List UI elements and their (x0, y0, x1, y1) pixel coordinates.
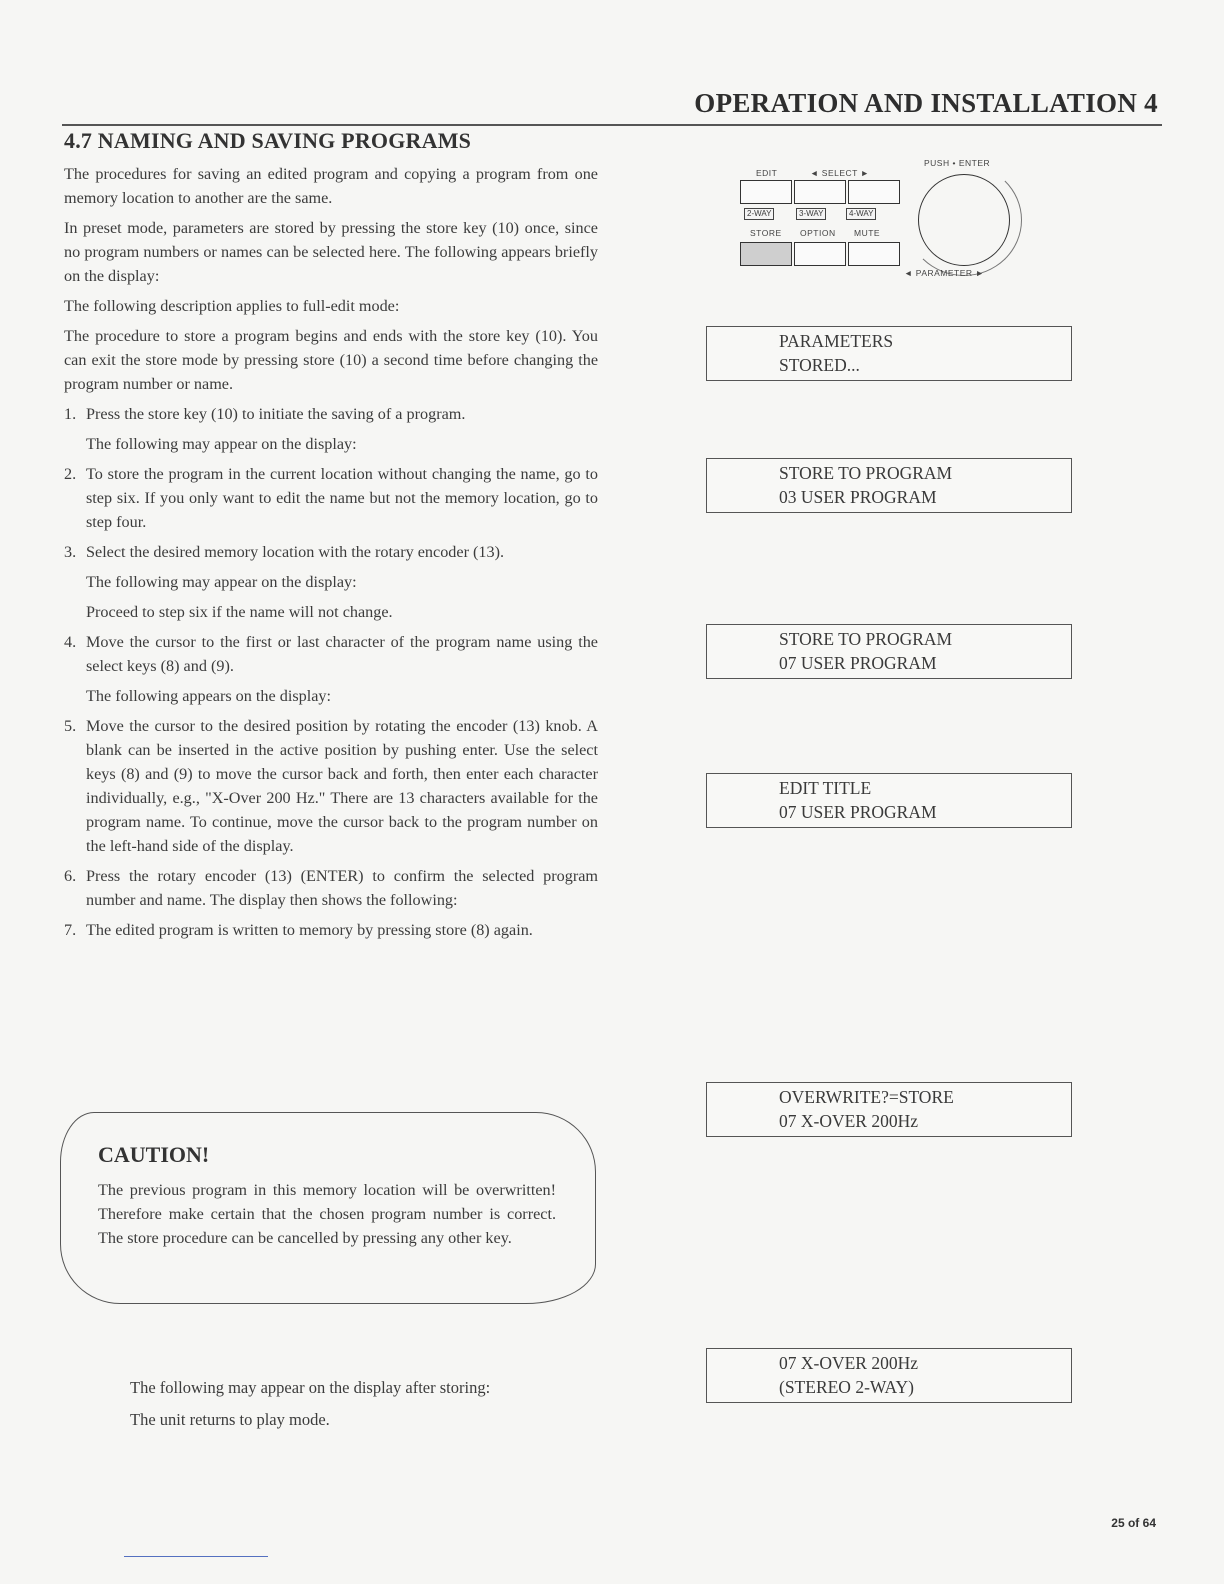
step-number: 2. (64, 465, 77, 483)
step-number: 4. (64, 633, 77, 651)
mute-key[interactable] (848, 242, 900, 266)
select-right-key[interactable] (848, 180, 900, 204)
header-rule (62, 124, 1162, 126)
step-text: Move the cursor to the first or last character of the program name using the select keys (8) and (9). (86, 633, 598, 675)
step-6 (64, 864, 598, 912)
step-number: 7. (64, 921, 77, 939)
lcd-line-2: STORED... (779, 355, 860, 375)
option-label: OPTION (800, 228, 836, 238)
section-title: 4.7 NAMING AND SAVING PROGRAMS (64, 128, 472, 153)
step-note: Proceed to step six if the name will not change. (86, 603, 393, 621)
edit-key[interactable] (740, 180, 792, 204)
lcd-line-2: (STEREO 2-WAY) (779, 1377, 914, 1397)
step-note: The following may appear on the display: (86, 435, 357, 453)
lcd-line-2: 07 USER PROGRAM (779, 653, 937, 673)
step-number: 6. (64, 867, 77, 885)
lcd-display-parameters-stored (706, 326, 1072, 381)
lcd-line-1: PARAMETERS (779, 331, 894, 351)
after-storing-text (130, 1372, 490, 1436)
step-7 (64, 918, 598, 942)
lcd-line-1: STORE TO PROGRAM (779, 629, 953, 649)
lcd-line-1: STORE TO PROGRAM (779, 463, 953, 483)
lcd-line-2: 03 USER PROGRAM (779, 487, 937, 507)
push-enter-label: PUSH • ENTER (924, 158, 991, 168)
after-line-2: The unit returns to play mode. (130, 1410, 330, 1429)
lcd-line-1: 07 X-OVER 200Hz (779, 1353, 919, 1373)
rotary-encoder-knob[interactable] (918, 174, 1010, 266)
step-text: Press the rotary encoder (13) (ENTER) to confirm the selected program number and name. The display then shows the following: (86, 867, 598, 909)
step-3 (64, 540, 598, 564)
step-number: 1. (64, 405, 77, 423)
step-5 (64, 714, 598, 858)
select-label: ◄ SELECT ► (810, 168, 870, 178)
lcd-line-1: EDIT TITLE (779, 778, 872, 798)
page-number: 25 of 64 (1111, 1516, 1156, 1530)
parameter-label: ◄ PARAMETER ► (904, 268, 985, 278)
paragraph: The procedure to store a program begins and ends with the store key (10). You can exit the store mode by pressing store (10) a second time before changing the program number or name. (64, 327, 598, 393)
step-4 (64, 630, 598, 678)
step-text: Select the desired memory location with the rotary encoder (13). (86, 543, 505, 561)
chapter-header: OPERATION AND INSTALLATION 4 (694, 88, 1158, 118)
lcd-line-2: 07 X-OVER 200Hz (779, 1111, 919, 1131)
body-text (64, 162, 598, 948)
step-text: To store the program in the current location without changing the name, go to step six. If you only want to edit the name but not the memory location, go to step four. (86, 465, 598, 531)
store-label: STORE (750, 228, 782, 238)
option-key[interactable] (794, 242, 846, 266)
lcd-display-edit-title (706, 773, 1072, 828)
paragraph: In preset mode, parameters are stored by pressing the store key (10) once, since no program numbers or names can be selected here. The following appears briefly on the display: (64, 219, 598, 285)
caution-title: CAUTION! (98, 1142, 210, 1167)
step-note: The following may appear on the display: (86, 573, 357, 591)
after-line-1: The following may appear on the display after storing: (130, 1378, 491, 1397)
step-text: Move the cursor to the desired position by rotating the encoder (13) knob. A blank can be inserted in the active position by pushing enter. Use the select keys (8) and (9) to move the cursor back and forth, then enter each character individually, e.g., "X-Over 200 Hz." There are 13 characters available for the program name. To continue, move the cursor back to the program number on the left-hand side of the display. (86, 717, 598, 855)
mute-label: MUTE (854, 228, 881, 238)
lcd-display-stereo-2way (706, 1348, 1072, 1403)
step-1 (64, 402, 598, 426)
step-number: 3. (64, 543, 77, 561)
4way-tag: 4-WAY (846, 208, 876, 220)
lcd-display-store-03 (706, 458, 1072, 513)
paragraph: The procedures for saving an edited program and copying a program from one memory location to another are the same. (64, 165, 598, 207)
2way-tag: 2-WAY (744, 208, 774, 220)
lcd-display-overwrite (706, 1082, 1072, 1137)
3way-tag: 3-WAY (796, 208, 826, 220)
lcd-line-1: OVERWRITE?=STORE (779, 1087, 954, 1107)
lcd-line-2: 07 USER PROGRAM (779, 802, 937, 822)
step-text: Press the store key (10) to initiate the saving of a program. (86, 405, 466, 423)
step-2 (64, 462, 598, 534)
paragraph: The following description applies to full-edit mode: (64, 297, 400, 315)
front-panel-diagram (738, 154, 1018, 284)
step-note: The following appears on the display: (86, 687, 332, 705)
footer-line (124, 1556, 268, 1557)
select-left-key[interactable] (794, 180, 846, 204)
lcd-display-store-07 (706, 624, 1072, 679)
caution-text: The previous program in this memory location will be overwritten! Therefore make certain that the chosen program number is correct. The store procedure can be cancelled by pressing any other key. (98, 1181, 556, 1247)
step-text: The edited program is written to memory by pressing store (8) again. (86, 921, 533, 939)
edit-label: EDIT (756, 168, 778, 178)
step-number: 5. (64, 717, 77, 735)
store-key[interactable] (740, 242, 792, 266)
